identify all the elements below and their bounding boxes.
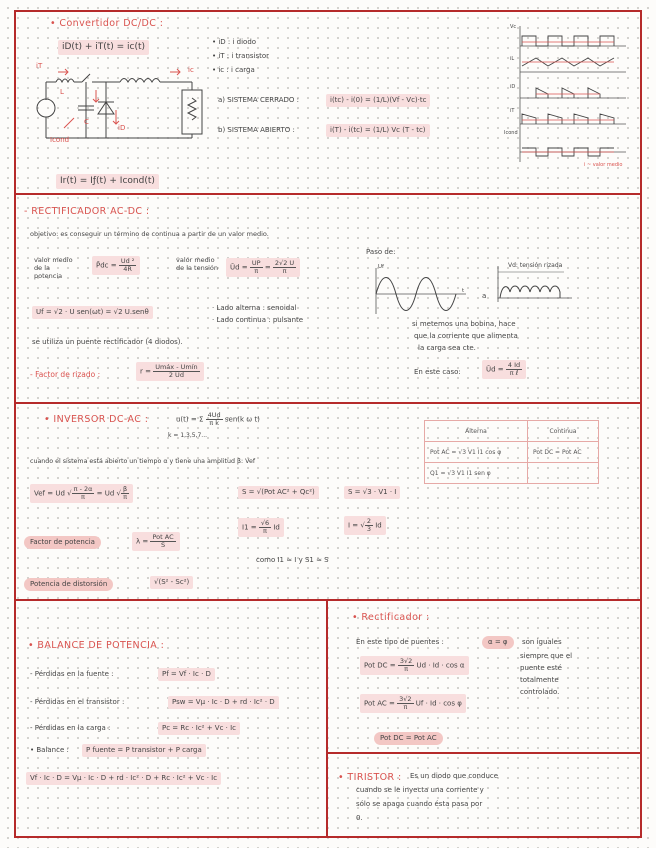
load-loss-label: - Pérdidas en la carga : <box>30 724 111 732</box>
ripple-wave <box>494 266 574 306</box>
table-cell <box>528 463 599 484</box>
power-label: valor medio de la potencia <box>34 256 73 281</box>
currents-equation: iD(t) + iT(t) = ic(t) <box>58 40 149 55</box>
power-equation: P̄dc = $\frac{\text{Ud ²}}{4R}$ <box>92 256 140 275</box>
s-equation: S = √(Pot AC² + Qc²) <box>238 486 319 499</box>
table-row <box>425 463 599 484</box>
converter-waveforms <box>508 22 628 172</box>
pot-ac-equation: Pot AC = $\frac{3√2}{\pi}$ Uf · Id · cos φ <box>360 694 466 713</box>
axis-u: Uf <box>378 264 384 270</box>
rect2-note-3: totalmente <box>520 676 559 684</box>
axis-t: t <box>462 288 465 294</box>
table-header-row <box>425 421 599 442</box>
legend-id: • iD : i diodo <box>212 38 257 46</box>
wave-label-il: iL <box>510 56 515 62</box>
circuit-label-c: C <box>84 118 89 126</box>
fourier-series: u(t) = Σ $\frac{4Ud}{\text{π k}}$ sen(k ω t) <box>176 411 260 428</box>
pot-dc-equation: Pot DC = $\frac{3√2}{\pi}$ Ud · Id · cos α <box>360 656 469 675</box>
sine-wave <box>370 268 470 318</box>
balance-label: • Balance : <box>30 746 69 754</box>
to-label: Paso de: <box>366 248 396 256</box>
pot-equal-badge: Pot DC = Pot AC <box>374 732 443 745</box>
wave-label-it: iT <box>510 108 515 114</box>
load-loss-equation: Pc = Rc · Ic² + Vc · Ic <box>158 722 240 735</box>
legend-it: • iT : i transistor <box>212 52 270 60</box>
open-equation: i(T) - i(tc) = (1/L) Vc (T - tc) <box>326 124 430 137</box>
circuit-label-icond: Icond <box>50 136 70 144</box>
table-cell: Q1 = √3 V1 I1 sen φ <box>425 463 528 484</box>
coil-note-2: que la corriente que alimenta <box>414 332 518 340</box>
series-k: k = 1,3,5,7... <box>168 432 208 439</box>
side-note-dc: · Lado continua : pulsante <box>212 316 304 324</box>
divider-vertical <box>326 599 328 838</box>
thyristor-text-4: 0. <box>356 814 363 822</box>
total-current-equation: Ir(t) = Iƒ(t) + Icond(t) <box>56 174 159 189</box>
circuit-label-ic: ic <box>188 66 194 74</box>
rect2-note-1: siempre que el <box>520 652 573 660</box>
rect2-title: • Rectificador : <box>352 612 430 623</box>
converter-title: • Convertidor DC/DC : <box>50 18 164 29</box>
thyristor-text-3: sólo se apaga cuando ésta pasa por <box>356 800 483 808</box>
source-loss-equation: Pf = Vf · Ic · D <box>158 668 215 681</box>
a-label: a <box>482 292 487 300</box>
rect2-note-2: puente esté <box>520 664 562 672</box>
wave-label-icond: Icond <box>504 130 518 136</box>
circuit-label-l: L <box>60 88 64 96</box>
table-row <box>425 442 599 463</box>
ripple-wave-label: Vd: tensión rizada <box>508 262 563 269</box>
wave-label-vc: Vc <box>510 24 517 30</box>
side-note-ac: · Lado alterna : senoidal <box>212 304 297 312</box>
balance-final-equation: Vf · Ic · D = Vμ · Ic · D + rd · Ic² · D + Rc · Ic² + Vc · Ic <box>26 772 221 785</box>
rectifier-title: - RECTIFICADOR AC-DC : <box>24 206 150 217</box>
divider-1 <box>14 193 642 195</box>
distortion-equation: √(S² - Sc²) <box>150 576 193 589</box>
inverter-note: cuando el sistema está abierto un tiempo α y tiene una amplitud β: Vef <box>30 458 256 465</box>
closed-equation: i(tc) - i(0) = (1/L)(Vf - Vc)·tc <box>326 94 430 107</box>
i1-equation: I1 = $\frac{√6}{\pi}$ Id <box>238 518 284 537</box>
power-factor-equation: λ = $\frac{\text{Pot AC}}{S}$ <box>132 532 180 551</box>
inverter-title: • INVERSOR DC-AC : <box>44 414 149 425</box>
power-factor-label: Factor de potencia <box>24 536 101 549</box>
table-cell: Pot AC = √3 V1 I1 cos φ <box>425 442 528 463</box>
i-equation: I = √ $\frac{2}{3}$ Id <box>344 516 386 535</box>
balance-title: • BALANCE DE POTENCIA : <box>28 640 165 651</box>
thyristor-text-1: Es un diodo que conduce <box>410 772 499 780</box>
thyristor-title: • TIRISTOR : <box>338 772 402 783</box>
bridge-note: se utiliza un puente rectificador (4 diodos). <box>32 338 183 346</box>
divider-3 <box>14 599 642 601</box>
transistor-loss-equation: Psw = Vμ · Ic · D + rd · Ic² · D <box>168 696 279 709</box>
s-equation-2: S = √3 · V1 · I <box>344 486 400 499</box>
rect2-line1b: son iguales <box>522 638 562 646</box>
closed-label: a) SISTEMA CERRADO : <box>218 96 299 104</box>
table-header: Alterna <box>425 421 528 442</box>
case-label: En este caso: <box>414 368 461 376</box>
wave-note: i ~ valor medio <box>584 162 623 168</box>
rectifier-objective: objetivo: es conseguir un término de continua a partir de un valor medio. <box>30 230 269 238</box>
coil-note-3: la carga sea cte. <box>418 344 476 352</box>
source-loss-label: - Pérdidas en la fuente : <box>30 670 114 678</box>
legend-ic: • ic : i carga <box>212 66 255 74</box>
case-equation: Ūd = $\frac{4 Id}{\text{π ℓ}}$ <box>482 360 526 379</box>
coil-note-1: si metemos una bobina, hace <box>412 320 516 328</box>
distortion-label: Potencia de distorsión <box>24 578 113 591</box>
table-header: Continua <box>528 421 599 442</box>
divider-2 <box>14 402 642 404</box>
ripple-equation: r = $\frac{\text{Umáx - Umín}}{2 Ūd}$ <box>136 362 204 381</box>
alpha-equals-phi: α = φ <box>482 636 514 649</box>
transistor-loss-label: - Pérdidas en el transistor : <box>30 698 125 706</box>
rect2-line1: En este tipo de puentes : <box>356 638 444 646</box>
circuit-label-id: iD <box>118 124 126 132</box>
ac-dc-table <box>424 420 599 484</box>
rect2-note-4: controlado. <box>520 688 560 696</box>
ripple-label: - Factor de rizado : <box>30 370 101 379</box>
vef-equation: Vef = Ud √ $\frac{\pi - 2\alpha}{\pi}$ = Ud √ $\frac{\beta}{\pi}$ <box>30 484 133 503</box>
converter-circuit <box>34 60 224 170</box>
wave-label-id: iD <box>510 84 516 90</box>
balance-equation: P fuente = P transistor + P carga <box>82 744 206 757</box>
como-note: como I1 ≈ I y S1 ≈ S <box>256 556 329 564</box>
open-label: b) SISTEMA ABIERTO : <box>218 126 295 134</box>
voltage-label: valor medio de la tensión <box>176 256 219 273</box>
uf-equation: Uf = √2 · U sen(ωt) = √2 U.senθ <box>32 306 153 319</box>
voltage-equation: Ūd = $\frac{UP}{\pi}$ = $\frac{2√2 U}{\pi}$ <box>226 258 300 277</box>
divider-4 <box>326 752 642 754</box>
table-cell: Pot DC = Pot AC <box>528 442 599 463</box>
thyristor-text-2: cuando se le inyecta una corriente y <box>356 786 484 794</box>
circuit-label-it: iT <box>36 62 43 70</box>
